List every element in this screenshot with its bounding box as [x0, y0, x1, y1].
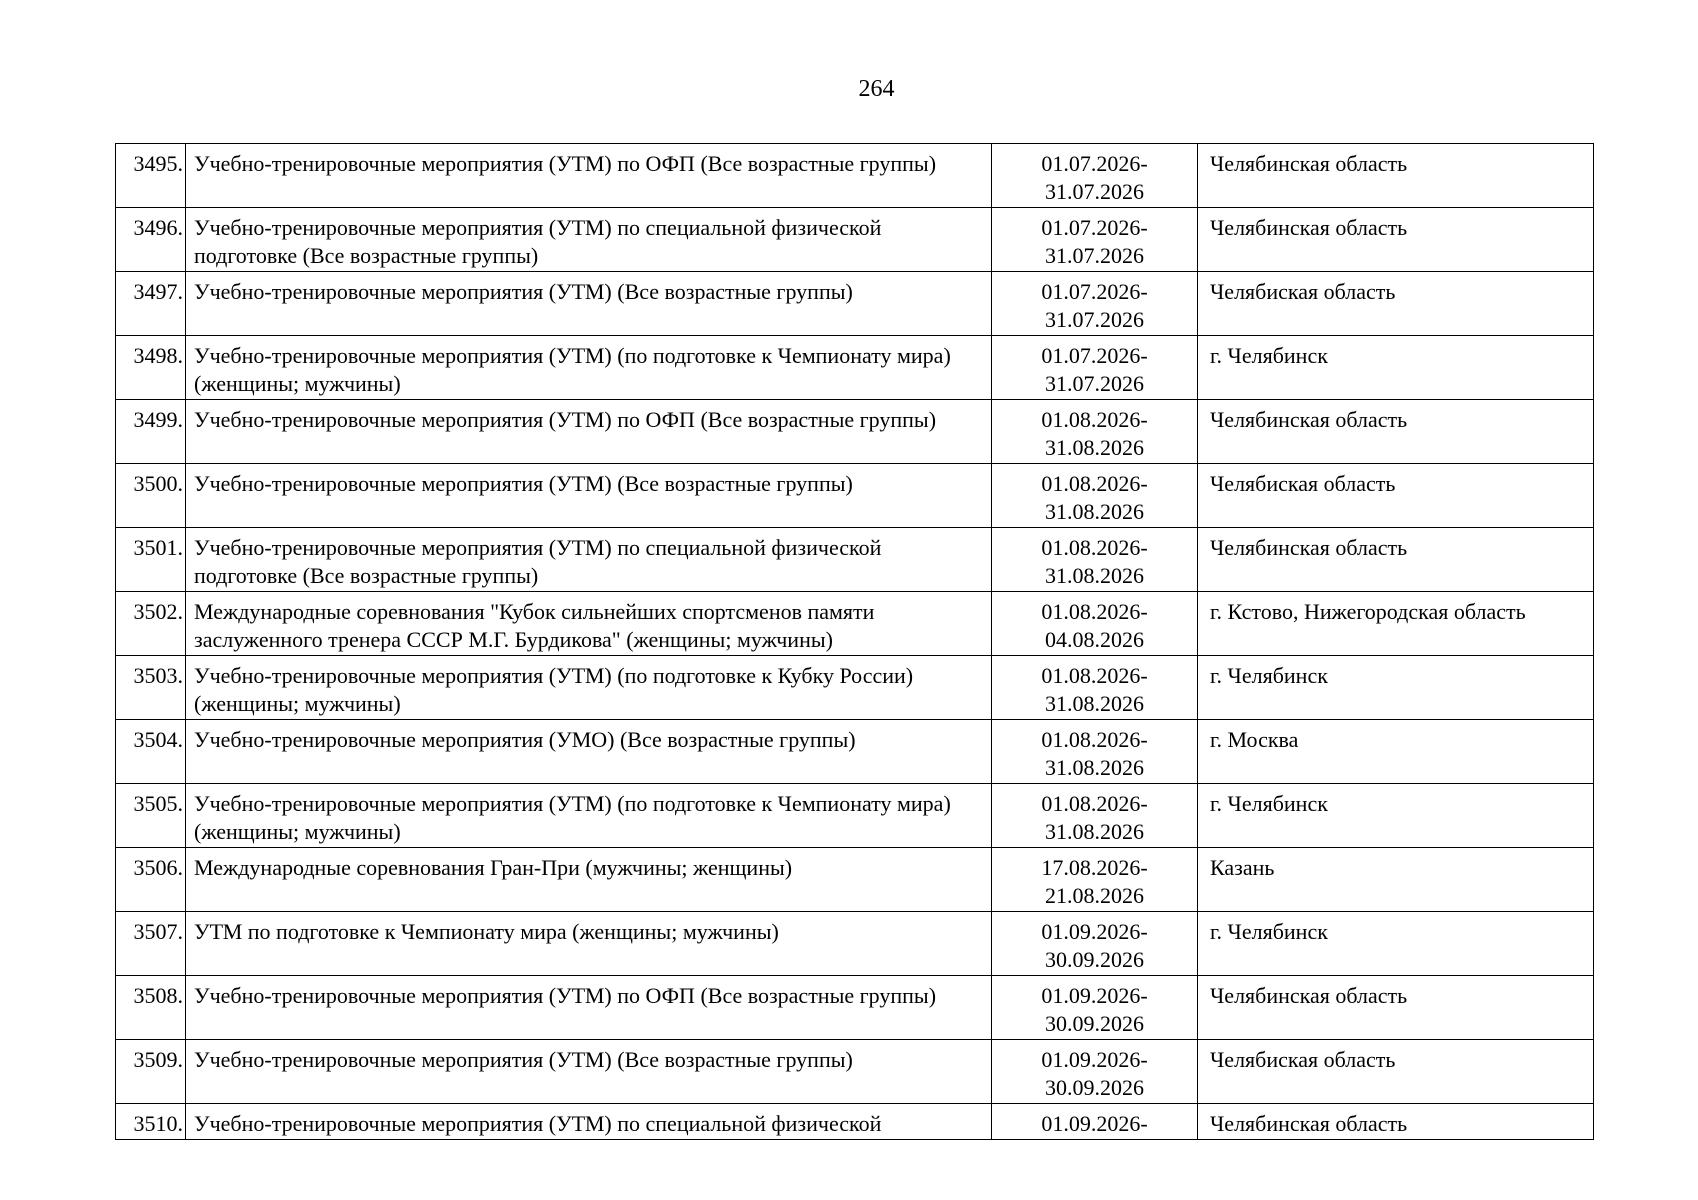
date-end: 31.08.2026: [1045, 435, 1144, 460]
event-name: Учебно-тренировочные мероприятия (УТМ) по специальной физической: [186, 1104, 992, 1140]
row-number: 3506.: [116, 848, 186, 912]
event-place: Челябиская область: [1198, 464, 1594, 528]
date-end: 31.07.2026: [1045, 243, 1144, 268]
date-start: 01.08.2026-: [1041, 407, 1148, 432]
date-end: 31.08.2026: [1045, 755, 1144, 780]
date-end: 31.08.2026: [1045, 499, 1144, 524]
date-start: 01.09.2026-: [1041, 919, 1148, 944]
event-place: Челябинская область: [1198, 976, 1594, 1040]
event-dates: [992, 208, 1198, 272]
event-name: Учебно-тренировочные мероприятия (УТМ) по специальной физической подготовке (Все возрастные группы): [186, 208, 992, 272]
event-name: Учебно-тренировочные мероприятия (УТМ) (по подготовке к Кубку России) (женщины; мужчины): [186, 656, 992, 720]
date-start: 01.07.2026-: [1041, 279, 1148, 304]
event-name: Учебно-тренировочные мероприятия (УТМ) (Все возрастные группы): [186, 1040, 992, 1104]
event-name: Учебно-тренировочные мероприятия (УТМ) по ОФП (Все возрастные группы): [186, 400, 992, 464]
event-name: Учебно-тренировочные мероприятия (УТМ) (Все возрастные группы): [186, 464, 992, 528]
table-row: [116, 720, 1594, 784]
date-end: 31.08.2026: [1045, 691, 1144, 716]
date-end: 31.08.2026: [1045, 563, 1144, 588]
date-start: 01.09.2026-: [1041, 1111, 1148, 1136]
table-row: [116, 336, 1594, 400]
event-place: Челябинская область: [1198, 528, 1594, 592]
table-row: [116, 1104, 1594, 1140]
event-dates: [992, 464, 1198, 528]
row-number: 3495.: [116, 144, 186, 208]
event-dates: [992, 1040, 1198, 1104]
event-dates: [992, 272, 1198, 336]
event-place: Казань: [1198, 848, 1594, 912]
event-dates: [992, 336, 1198, 400]
event-place: Челябиская область: [1198, 272, 1594, 336]
event-name: Учебно-тренировочные мероприятия (УТМ) по ОФП (Все возрастные группы): [186, 144, 992, 208]
date-start: 01.08.2026-: [1041, 727, 1148, 752]
date-start: 01.07.2026-: [1041, 343, 1148, 368]
event-dates: [992, 784, 1198, 848]
table-row: [116, 400, 1594, 464]
table-row: [116, 848, 1594, 912]
date-start: 01.08.2026-: [1041, 471, 1148, 496]
row-number: 3499.: [116, 400, 186, 464]
event-dates: [992, 976, 1198, 1040]
event-dates: [992, 912, 1198, 976]
date-start: 01.09.2026-: [1041, 983, 1148, 1008]
events-table-body: [116, 144, 1594, 1140]
event-place: г. Москва: [1198, 720, 1594, 784]
table-row: [116, 464, 1594, 528]
event-place: Челябинская область: [1198, 1104, 1594, 1140]
date-start: 01.08.2026-: [1041, 791, 1148, 816]
event-dates: [992, 400, 1198, 464]
date-end: 31.07.2026: [1045, 307, 1144, 332]
table-row: [116, 528, 1594, 592]
row-number: 3502.: [116, 592, 186, 656]
row-number: 3507.: [116, 912, 186, 976]
event-name: Учебно-тренировочные мероприятия (УМО) (Все возрастные группы): [186, 720, 992, 784]
event-dates: [992, 1104, 1198, 1140]
event-place: Челябиская область: [1198, 1040, 1594, 1104]
table-row: [116, 784, 1594, 848]
event-place: г. Челябинск: [1198, 336, 1594, 400]
events-table: [115, 143, 1594, 1140]
event-place: Челябинская область: [1198, 144, 1594, 208]
event-place: г. Челябинск: [1198, 656, 1594, 720]
table-row: [116, 144, 1594, 208]
event-dates: [992, 592, 1198, 656]
event-name: Международные соревнования Гран-При (мужчины; женщины): [186, 848, 992, 912]
event-place: г. Челябинск: [1198, 784, 1594, 848]
date-start: 01.07.2026-: [1041, 215, 1148, 240]
page-number: 264: [858, 76, 895, 102]
row-number: 3498.: [116, 336, 186, 400]
date-end: 31.07.2026: [1045, 371, 1144, 396]
date-end: 30.09.2026: [1045, 1075, 1144, 1100]
event-name: Международные соревнования "Кубок сильнейших спортсменов памяти заслуженного тренера СССР М.Г. Бурдикова" (женщины; мужчины): [186, 592, 992, 656]
event-name: Учебно-тренировочные мероприятия (УТМ) по специальной физической подготовке (Все возрастные группы): [186, 528, 992, 592]
row-number: 3505.: [116, 784, 186, 848]
date-start: 01.07.2026-: [1041, 151, 1148, 176]
row-number: 3509.: [116, 1040, 186, 1104]
event-dates: [992, 720, 1198, 784]
row-number: 3497.: [116, 272, 186, 336]
table-row: [116, 592, 1594, 656]
table-row: [116, 208, 1594, 272]
event-dates: [992, 528, 1198, 592]
row-number: 3504.: [116, 720, 186, 784]
event-name: Учебно-тренировочные мероприятия (УТМ) (по подготовке к Чемпионату мира) (женщины; мужчины): [186, 784, 992, 848]
date-start: 01.09.2026-: [1041, 1047, 1148, 1072]
date-start: 17.08.2026-: [1041, 855, 1148, 880]
row-number: 3510.: [116, 1104, 186, 1140]
event-dates: [992, 656, 1198, 720]
date-end: 30.09.2026: [1045, 947, 1144, 972]
date-end: 31.08.2026: [1045, 819, 1144, 844]
date-end: 21.08.2026: [1045, 883, 1144, 908]
row-number: 3508.: [116, 976, 186, 1040]
event-dates: [992, 848, 1198, 912]
event-name: Учебно-тренировочные мероприятия (УТМ) по ОФП (Все возрастные группы): [186, 976, 992, 1040]
event-place: г. Кстово, Нижегородская область: [1198, 592, 1594, 656]
row-number: 3496.: [116, 208, 186, 272]
event-place: Челябинская область: [1198, 208, 1594, 272]
table-row: [116, 1040, 1594, 1104]
date-start: 01.08.2026-: [1041, 599, 1148, 624]
event-dates: [992, 144, 1198, 208]
event-name: УТМ по подготовке к Чемпионату мира (женщины; мужчины): [186, 912, 992, 976]
table-row: [116, 656, 1594, 720]
event-place: г. Челябинск: [1198, 912, 1594, 976]
event-place: Челябинская область: [1198, 400, 1594, 464]
event-name: Учебно-тренировочные мероприятия (УТМ) (по подготовке к Чемпионату мира) (женщины; мужчины): [186, 336, 992, 400]
date-end: 30.09.2026: [1045, 1011, 1144, 1036]
date-end: 04.08.2026: [1045, 627, 1144, 652]
date-end: 31.07.2026: [1045, 179, 1144, 204]
table-row: [116, 272, 1594, 336]
date-start: 01.08.2026-: [1041, 663, 1148, 688]
row-number: 3503.: [116, 656, 186, 720]
table-row: [116, 976, 1594, 1040]
row-number: 3501.: [116, 528, 186, 592]
row-number: 3500.: [116, 464, 186, 528]
event-name: Учебно-тренировочные мероприятия (УТМ) (Все возрастные группы): [186, 272, 992, 336]
date-start: 01.08.2026-: [1041, 535, 1148, 560]
table-row: [116, 912, 1594, 976]
